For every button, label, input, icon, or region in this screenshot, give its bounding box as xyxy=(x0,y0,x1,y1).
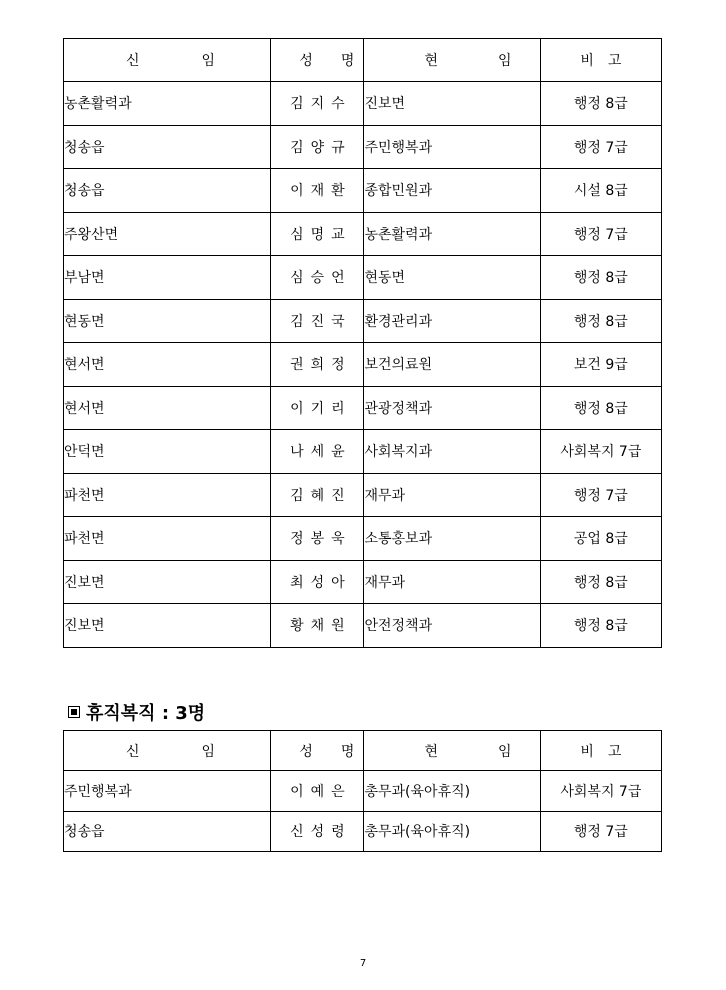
cell-new-post: 현서면 xyxy=(64,343,271,387)
cell-name: 심승언 xyxy=(271,256,364,300)
header-note: 비고 xyxy=(540,731,661,771)
table-row xyxy=(64,343,662,387)
cell-current-post: 관광정책과 xyxy=(364,386,540,430)
header-name: 성명 xyxy=(271,731,364,771)
table-row xyxy=(64,212,662,256)
cell-name: 김지수 xyxy=(271,82,364,126)
cell-new-post: 주민행복과 xyxy=(64,771,271,812)
cell-note: 행정 7급 xyxy=(540,212,661,256)
table-row xyxy=(64,256,662,300)
cell-current-post: 총무과(육아휴직) xyxy=(364,811,540,852)
cell-current-post: 재무과 xyxy=(364,473,540,517)
cell-new-post: 파천면 xyxy=(64,517,271,561)
cell-note: 행정 8급 xyxy=(540,560,661,604)
cell-new-post: 농촌활력과 xyxy=(64,82,271,126)
cell-current-post: 농촌활력과 xyxy=(364,212,540,256)
header-new-post: 신임 xyxy=(64,731,271,771)
header-new-post: 신임 xyxy=(64,39,271,82)
cell-note: 보건 9급 xyxy=(540,343,661,387)
page-number: 7 xyxy=(359,958,367,969)
section-title-text: 휴직복직 : 3명 xyxy=(86,703,206,724)
table-row xyxy=(64,386,662,430)
cell-new-post: 청송읍 xyxy=(64,811,271,852)
transfer-table xyxy=(63,38,662,648)
cell-new-post: 현서면 xyxy=(64,386,271,430)
table-row xyxy=(64,169,662,213)
cell-name: 최성아 xyxy=(271,560,364,604)
cell-new-post: 안덕면 xyxy=(64,430,271,474)
table-header-row xyxy=(64,731,662,771)
cell-name: 심명교 xyxy=(271,212,364,256)
cell-current-post: 현동면 xyxy=(364,256,540,300)
header-name: 성명 xyxy=(271,39,364,82)
table-row xyxy=(64,82,662,126)
table-row xyxy=(64,771,662,812)
cell-note: 행정 7급 xyxy=(540,473,661,517)
cell-new-post: 주왕산면 xyxy=(64,212,271,256)
cell-note: 행정 8급 xyxy=(540,256,661,300)
cell-name: 정봉욱 xyxy=(271,517,364,561)
cell-name: 김양규 xyxy=(271,125,364,169)
cell-name: 신성령 xyxy=(271,811,364,852)
header-note: 비고 xyxy=(540,39,661,82)
table-row xyxy=(64,811,662,852)
cell-note: 공업 8급 xyxy=(540,517,661,561)
cell-new-post: 진보면 xyxy=(64,560,271,604)
cell-new-post: 진보면 xyxy=(64,604,271,648)
table-row xyxy=(64,125,662,169)
cell-note: 행정 7급 xyxy=(540,125,661,169)
cell-new-post: 청송읍 xyxy=(64,125,271,169)
cell-name: 황채원 xyxy=(271,604,364,648)
cell-name: 이기리 xyxy=(271,386,364,430)
cell-current-post: 사회복지과 xyxy=(364,430,540,474)
table-row xyxy=(64,604,662,648)
cell-current-post: 환경관리과 xyxy=(364,299,540,343)
header-current-post: 현임 xyxy=(364,731,540,771)
cell-note: 행정 8급 xyxy=(540,604,661,648)
table-row xyxy=(64,473,662,517)
cell-current-post: 소통홍보과 xyxy=(364,517,540,561)
filled-square-icon xyxy=(68,706,80,718)
cell-current-post: 진보면 xyxy=(364,82,540,126)
table-header-row xyxy=(64,39,662,82)
cell-new-post: 현동면 xyxy=(64,299,271,343)
cell-name: 김진국 xyxy=(271,299,364,343)
cell-note: 사회복지 7급 xyxy=(540,430,661,474)
cell-new-post: 청송읍 xyxy=(64,169,271,213)
cell-note: 행정 8급 xyxy=(540,386,661,430)
header-current-post: 현임 xyxy=(364,39,540,82)
cell-name: 권희정 xyxy=(271,343,364,387)
cell-current-post: 총무과(육아휴직) xyxy=(364,771,540,812)
cell-note: 행정 7급 xyxy=(540,811,661,852)
table-row xyxy=(64,430,662,474)
table-row xyxy=(64,560,662,604)
cell-note: 행정 8급 xyxy=(540,299,661,343)
cell-note: 시설 8급 xyxy=(540,169,661,213)
cell-new-post: 파천면 xyxy=(64,473,271,517)
cell-new-post: 부남면 xyxy=(64,256,271,300)
cell-name: 이예은 xyxy=(271,771,364,812)
cell-name: 김혜진 xyxy=(271,473,364,517)
cell-current-post: 안전정책과 xyxy=(364,604,540,648)
cell-name: 이재환 xyxy=(271,169,364,213)
table-row xyxy=(64,299,662,343)
cell-current-post: 보건의료원 xyxy=(364,343,540,387)
section-title xyxy=(68,699,205,725)
table-row xyxy=(64,517,662,561)
leave-return-table xyxy=(63,730,662,852)
cell-current-post: 종합민원과 xyxy=(364,169,540,213)
cell-current-post: 주민행복과 xyxy=(364,125,540,169)
cell-current-post: 재무과 xyxy=(364,560,540,604)
cell-note: 행정 8급 xyxy=(540,82,661,126)
cell-note: 사회복지 7급 xyxy=(540,771,661,812)
cell-name: 나세윤 xyxy=(271,430,364,474)
